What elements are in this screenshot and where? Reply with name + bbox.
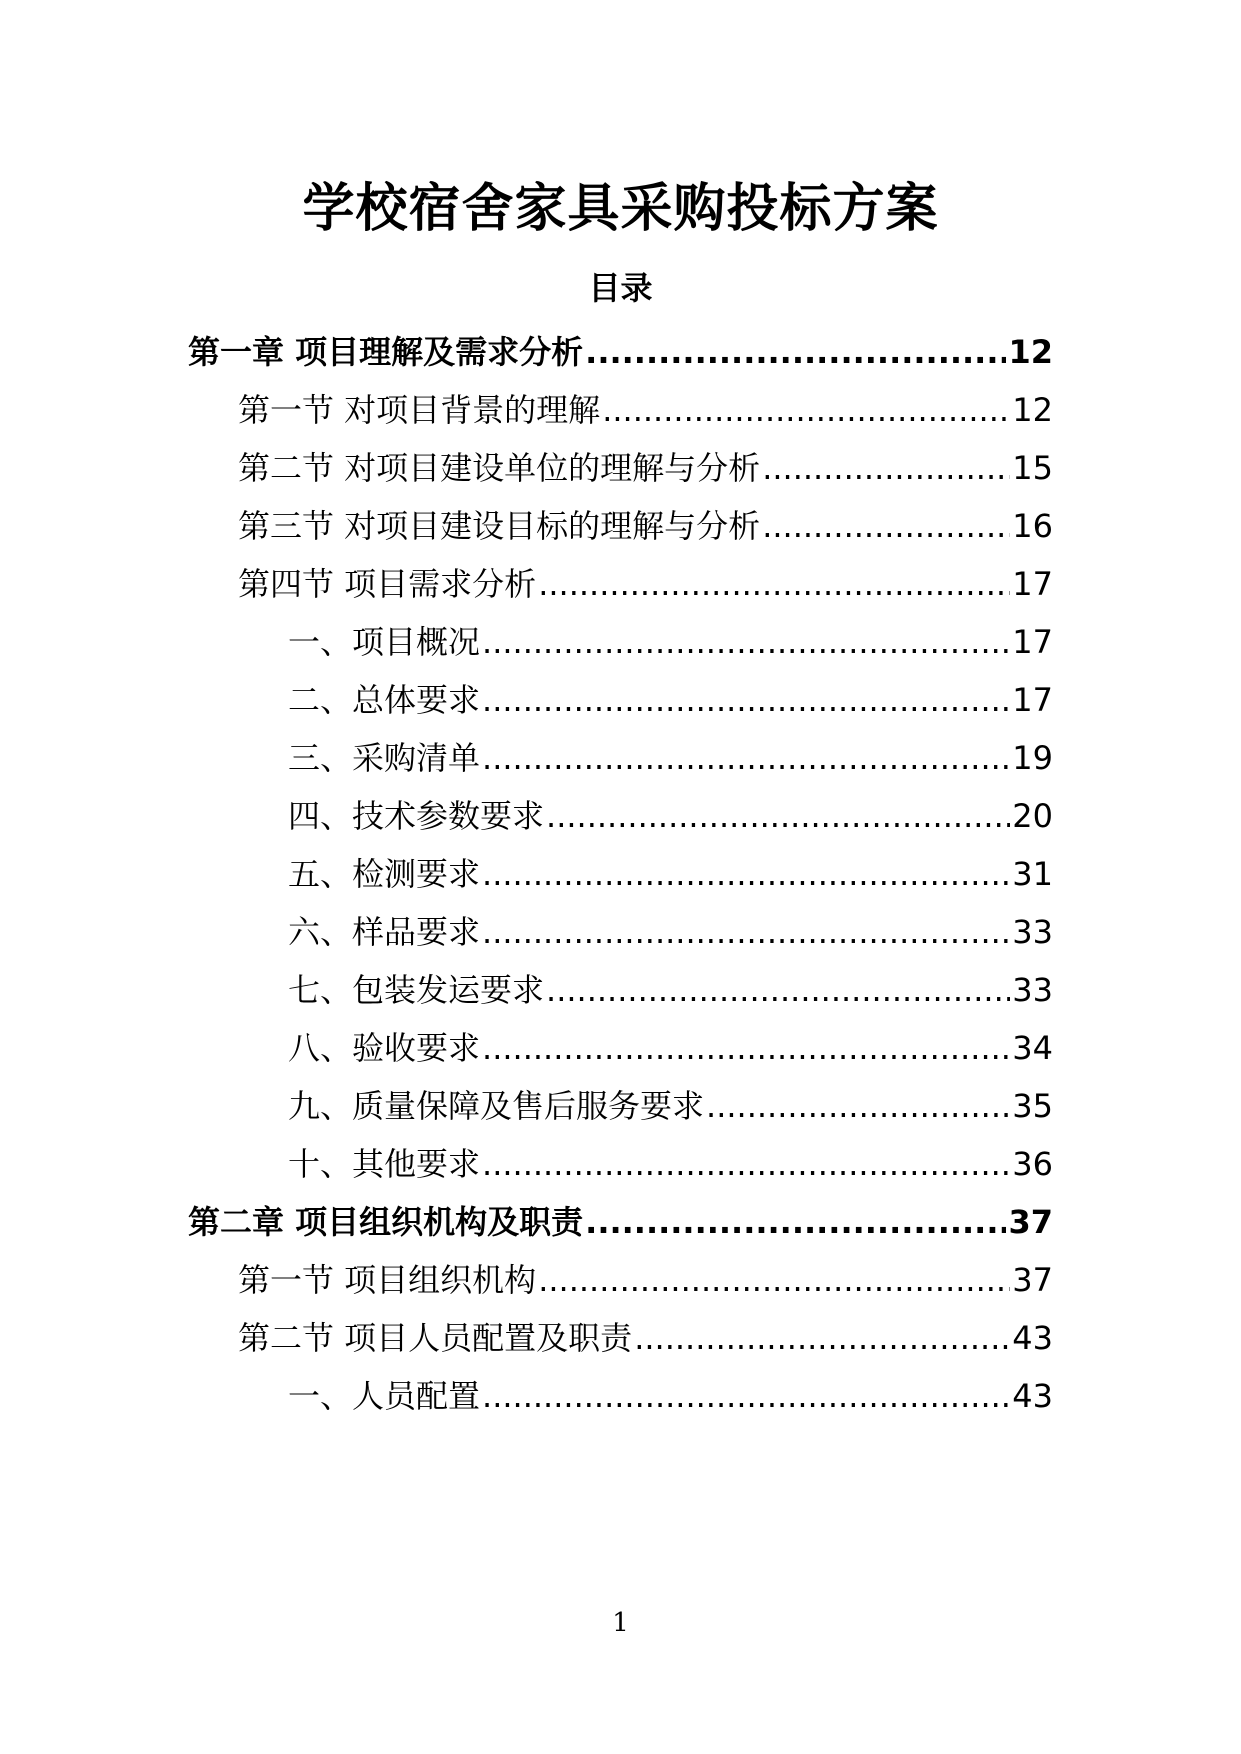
toc-dot-leader (546, 968, 1010, 1012)
page-number: 1 (612, 1608, 629, 1638)
toc-dot-leader (482, 1026, 1010, 1070)
toc-entry-page: 17 (1012, 623, 1053, 661)
toc-entry-section[interactable] (238, 504, 1053, 548)
toc-entry-page: 37 (1012, 1261, 1053, 1299)
toc-entry-page: 20 (1012, 797, 1053, 835)
toc-entry-section[interactable] (238, 388, 1053, 432)
toc-entry-page: 17 (1012, 565, 1053, 603)
toc-dot-leader (482, 620, 1010, 664)
toc-entry-text: 第四节 项目需求分析 (238, 565, 537, 603)
toc-dot-leader (762, 446, 1010, 490)
toc-entry-page: 37 (1008, 1203, 1053, 1241)
toc-entry-section[interactable] (238, 446, 1053, 490)
toc-entry-subsection[interactable] (288, 968, 1053, 1012)
toc-dot-leader (482, 910, 1010, 954)
toc-dot-leader (482, 1374, 1010, 1418)
toc-entry-text: 第一节 项目组织机构 (238, 1261, 537, 1299)
toc-dot-leader (538, 1258, 1010, 1302)
toc-entry-section[interactable] (238, 1316, 1053, 1360)
toc-entry-page: 19 (1012, 739, 1053, 777)
toc-entry-text: 第二节 项目人员配置及职责 (238, 1319, 633, 1357)
toc-entry-text: 第二章 项目组织机构及职责 (188, 1203, 584, 1241)
toc-entry-subsection[interactable] (288, 620, 1053, 664)
toc-entry-section[interactable] (238, 562, 1053, 606)
toc-entry-text: 八、验收要求 (288, 1029, 481, 1067)
toc-dot-leader (634, 1316, 1010, 1360)
toc-entry-chapter-2[interactable] (188, 1200, 1053, 1244)
toc-entry-subsection[interactable] (288, 678, 1053, 722)
toc-entry-subsection[interactable] (288, 1026, 1053, 1070)
toc-entry-text: 六、样品要求 (288, 913, 481, 951)
toc-entry-subsection[interactable] (288, 852, 1053, 896)
toc-entry-text: 四、技术参数要求 (288, 797, 545, 835)
toc-entry-page: 43 (1012, 1319, 1053, 1357)
toc-entry-page: 31 (1012, 855, 1053, 893)
toc-entry-subsection[interactable] (288, 1142, 1053, 1186)
toc-entry-page: 12 (1012, 391, 1053, 429)
toc-entry-text: 九、质量保障及售后服务要求 (288, 1087, 705, 1125)
toc-dot-leader (706, 1084, 1010, 1128)
toc-dot-leader (602, 388, 1010, 432)
toc-dot-leader (762, 504, 1010, 548)
toc-entry-subsection[interactable] (288, 736, 1053, 780)
toc-entry-text: 七、包装发运要求 (288, 971, 545, 1009)
toc-entry-section[interactable] (238, 1258, 1053, 1302)
toc-dot-leader (585, 330, 1006, 374)
toc-dot-leader (482, 678, 1010, 722)
toc-entry-subsection[interactable] (288, 794, 1053, 838)
toc-entry-text: 第一节 对项目背景的理解 (238, 391, 601, 429)
toc-entry-page: 16 (1012, 507, 1053, 545)
toc-entry-page: 33 (1012, 971, 1053, 1009)
toc-dot-leader (482, 736, 1010, 780)
toc-entry-page: 33 (1012, 913, 1053, 951)
toc-entry-text: 十、其他要求 (288, 1145, 481, 1183)
toc-entry-page: 43 (1012, 1377, 1053, 1415)
toc-entry-text: 第一章 项目理解及需求分析 (188, 333, 584, 371)
toc-heading: 目录 (588, 269, 653, 307)
toc-entry-page: 17 (1012, 681, 1053, 719)
toc-entry-text: 二、总体要求 (288, 681, 481, 719)
toc-entry-text: 第二节 对项目建设单位的理解与分析 (238, 449, 761, 487)
toc-entry-page: 35 (1012, 1087, 1053, 1125)
toc-entry-page: 34 (1012, 1029, 1053, 1067)
toc-dot-leader (482, 852, 1010, 896)
toc-entry-subsection[interactable] (288, 910, 1053, 954)
toc-entry-subsection[interactable] (288, 1084, 1053, 1128)
toc-dot-leader (585, 1200, 1006, 1244)
toc-entry-page: 36 (1012, 1145, 1053, 1183)
toc-entry-chapter-1[interactable] (188, 330, 1053, 374)
toc-entry-text: 第三节 对项目建设目标的理解与分析 (238, 507, 761, 545)
toc-entry-page: 15 (1012, 449, 1053, 487)
toc-entry-text: 三、采购清单 (288, 739, 481, 777)
toc-entry-text: 一、项目概况 (288, 623, 481, 661)
toc-entry-page: 12 (1008, 333, 1053, 371)
toc-dot-leader (546, 794, 1010, 838)
toc-entry-subsection[interactable] (288, 1374, 1053, 1418)
toc-entry-text: 五、检测要求 (288, 855, 481, 893)
toc-entry-text: 一、人员配置 (288, 1377, 481, 1415)
toc-dot-leader (482, 1142, 1010, 1186)
document-title: 学校宿舍家具采购投标方案 (302, 179, 939, 239)
toc-dot-leader (538, 562, 1010, 606)
